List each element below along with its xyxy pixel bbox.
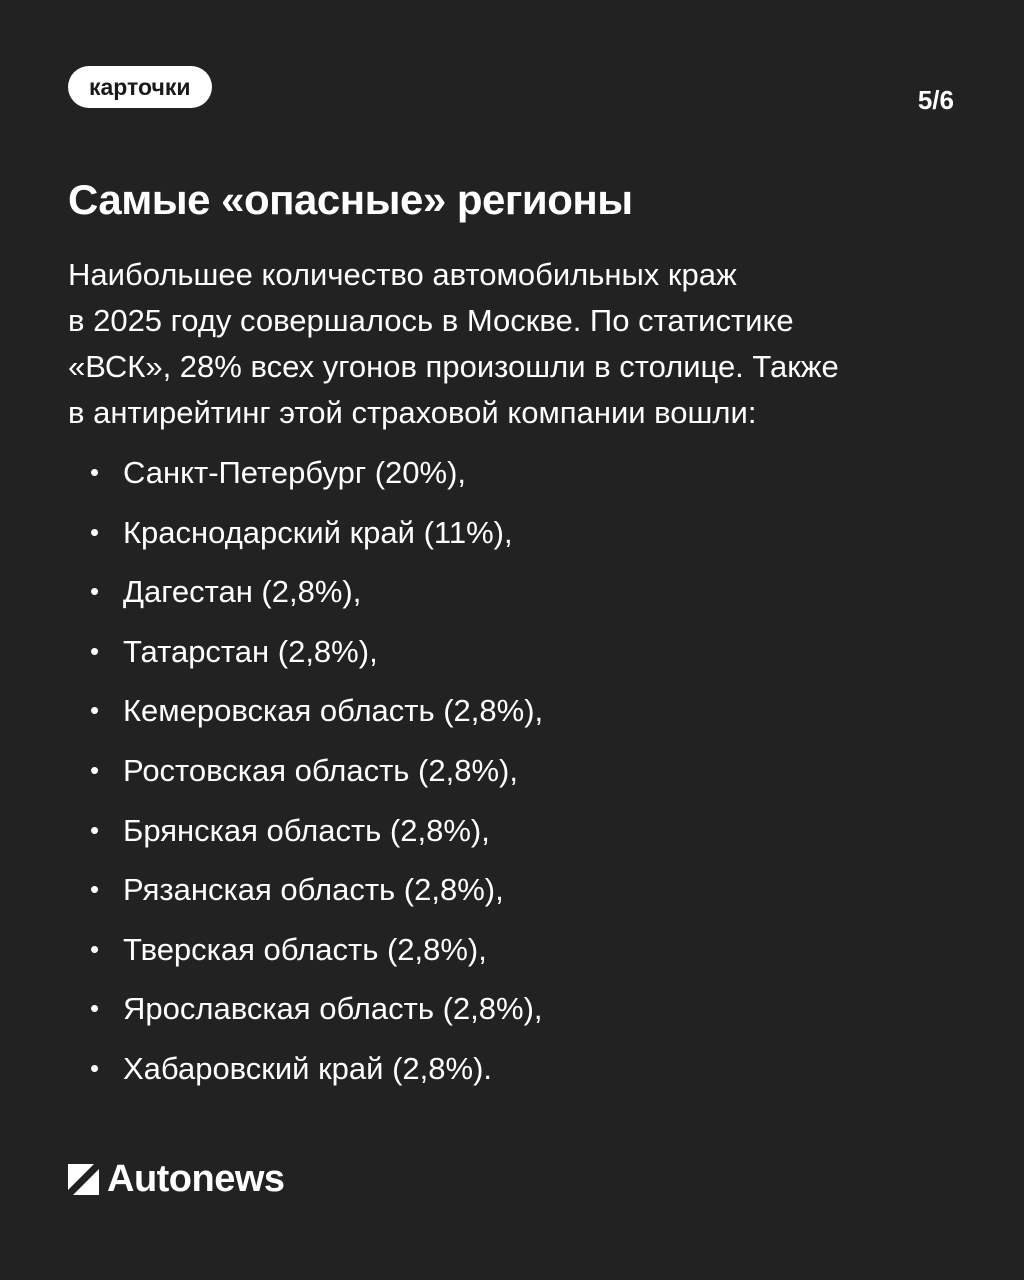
list-item	[68, 979, 543, 1039]
bullet-icon: •	[90, 1052, 100, 1083]
region-label: Тверская область (2,8%),	[123, 931, 487, 967]
bullet-icon: •	[90, 635, 100, 666]
region-label: Татарстан (2,8%),	[123, 633, 378, 669]
list-item	[68, 1039, 543, 1099]
bullet-icon: •	[90, 457, 100, 487]
list-item	[68, 681, 543, 741]
category-tag[interactable]: карточки	[68, 66, 212, 108]
region-label: Санкт-Петербург (20%),	[123, 455, 467, 490]
region-label: Брянская область (2,8%),	[123, 812, 490, 848]
bullet-icon: •	[90, 576, 100, 607]
list-item	[68, 920, 543, 980]
lead-line: Наибольшее количество автомобильных краж	[68, 257, 737, 292]
bullet-icon: •	[90, 814, 100, 845]
list-item	[68, 503, 543, 563]
list-item	[68, 801, 543, 861]
list-item	[68, 443, 543, 503]
region-label: Ярославская область (2,8%),	[123, 991, 543, 1027]
brand-name: Autonews	[107, 1158, 285, 1200]
bullet-icon: •	[90, 516, 100, 547]
bullet-icon: •	[90, 874, 100, 905]
slide-counter: 5/6	[917, 85, 954, 115]
bullet-icon: •	[90, 695, 100, 726]
slash-square-icon	[68, 1164, 99, 1195]
lead-line: «ВСК», 28% всех угонов произошли в столице. Также	[68, 349, 839, 384]
region-label: Рязанская область (2,8%),	[123, 872, 504, 908]
region-label: Ростовская область (2,8%),	[123, 752, 518, 788]
list-item	[68, 562, 543, 622]
region-label: Краснодарский край (11%),	[123, 514, 513, 550]
region-label: Дагестан (2,8%),	[123, 574, 362, 610]
bullet-icon: •	[90, 754, 100, 785]
lead-line: в антирейтинг этой страховой компании вошли:	[68, 395, 757, 430]
page-title: Самые «опасные» регионы	[68, 176, 633, 223]
list-item	[68, 741, 543, 801]
bullet-icon: •	[90, 993, 100, 1024]
lead-line: в 2025 году совершалось в Москве. По статистике	[68, 303, 794, 338]
list-item	[68, 622, 543, 682]
lead-paragraph	[68, 252, 968, 436]
brand-logo[interactable]	[68, 1155, 285, 1203]
regions-list	[68, 443, 543, 1099]
list-item	[68, 860, 543, 920]
bullet-icon: •	[90, 933, 100, 964]
region-label: Хабаровский край (2,8%).	[123, 1050, 493, 1086]
region-label: Кемеровская область (2,8%),	[123, 693, 544, 729]
